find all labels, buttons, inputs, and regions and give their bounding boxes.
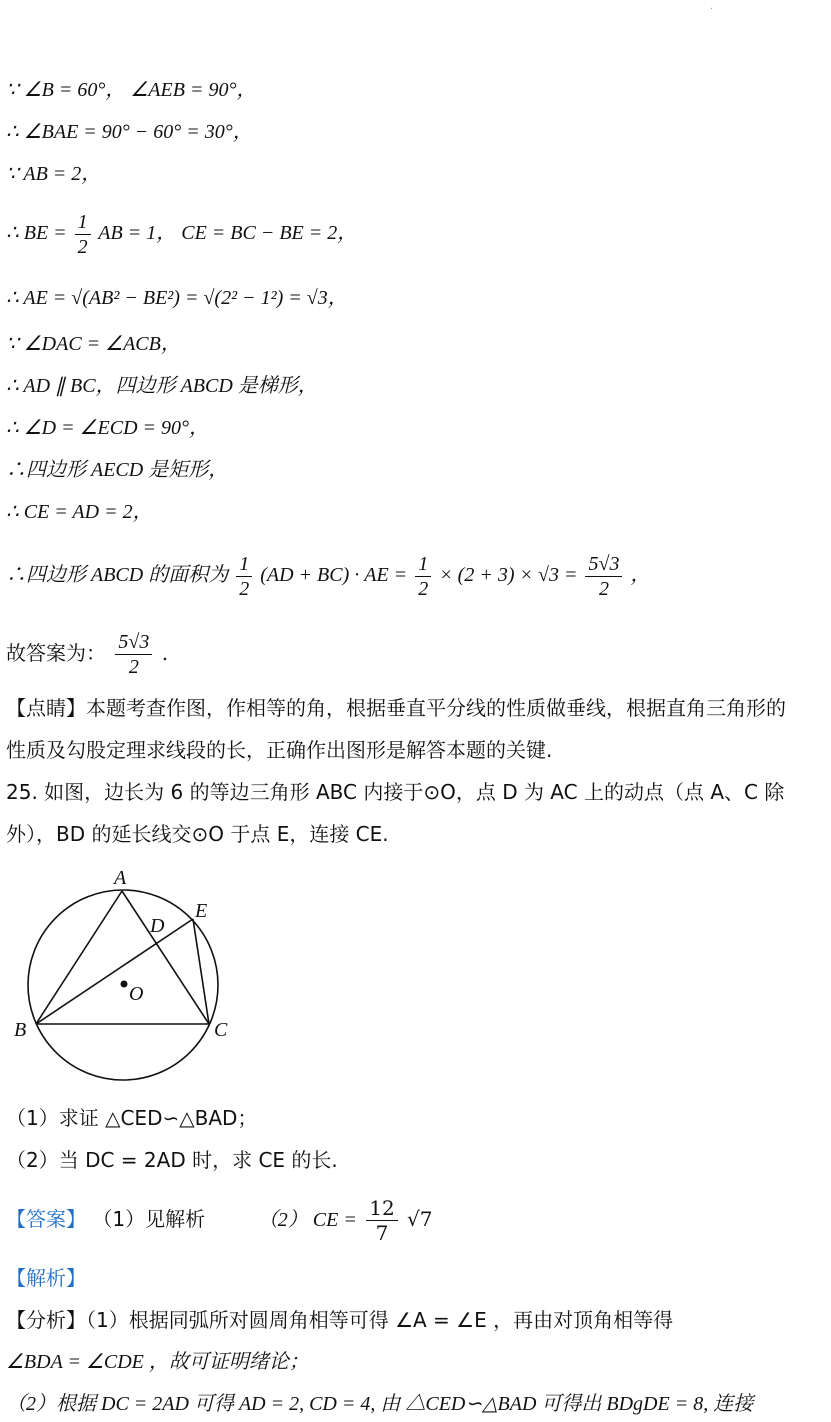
segment-be <box>36 919 193 1024</box>
step-line-3: ∵ AB = 2， <box>6 163 102 185</box>
label-o: O <box>129 983 144 1005</box>
dianjing-line-1: 【点睛】本题考查作图，作相等的角，根据垂直平分线的性质做垂线，根据直角三角形的 <box>6 696 786 720</box>
fraction-denominator: 2 <box>239 578 250 600</box>
fraction-area-result <box>585 552 622 601</box>
step-line-6: ∵ ∠DAC = ∠ACB， <box>6 333 181 355</box>
label-b: B <box>14 1019 27 1041</box>
area-line-mid: (AD + BC) · AE = <box>260 564 408 587</box>
fraction-answer <box>115 630 152 679</box>
question-1: （1）求证 △CED∽△BAD； <box>6 1106 258 1130</box>
area-line-mid2: × (2 + 3) × √3 = <box>439 564 578 587</box>
step-line-4-end: AB = 1， CE = BC − BE = 2， <box>98 222 358 245</box>
answer-part-1: （1）见解析 <box>92 1207 206 1231</box>
fraction-ce <box>366 1196 397 1245</box>
answer-line <box>6 630 168 679</box>
answer-label: 故答案为： <box>6 641 106 665</box>
fraction-denominator: 2 <box>418 578 429 600</box>
step-line-9: ∴四边形 AECD 是矩形， <box>6 459 229 481</box>
answer-part-2-end: √7 <box>407 1207 433 1231</box>
answer-summary <box>6 1196 433 1245</box>
step-line-5: ∴ AE = √(AB² − BE²) = √(2² − 1²) = √3， <box>6 287 348 309</box>
segment-ce <box>193 919 209 1024</box>
analysis-tag: 【分析】 <box>6 1308 86 1332</box>
fraction-denominator: 7 <box>375 1221 389 1245</box>
analysis-line-2: ∠BDA = ∠CDE ，故可证明绪论； <box>6 1351 309 1373</box>
fraction-numerator: 1 <box>236 552 252 577</box>
fraction-one-half-2 <box>236 552 252 601</box>
corner-mark: · <box>710 4 714 15</box>
step-line-4 <box>6 210 357 259</box>
area-line-start: ∴四边形 ABCD 的面积为 <box>6 564 229 587</box>
step-line-2: ∴ ∠BAE = 90° − 60° = 30°， <box>6 121 253 143</box>
jiexi-heading: 【解析】 <box>6 1266 86 1290</box>
analysis-line-1 <box>6 1306 673 1334</box>
problem-25-line-2: 外），BD 的延长线交⊙O 于点 E，连接 CE. <box>6 822 389 846</box>
fraction-one-half-3 <box>415 552 431 601</box>
area-line-end: ， <box>630 564 651 587</box>
segment-ab <box>36 891 122 1024</box>
analysis-text-1: （1）根据同弧所对圆周角相等可得 ∠A = ∠E ，再由对顶角相等得 <box>86 1308 674 1332</box>
answer-tag: 【答案】 <box>6 1207 86 1231</box>
geometry-figure <box>8 862 248 1092</box>
label-c: C <box>214 1019 228 1041</box>
fraction-numerator: 1 <box>75 210 91 235</box>
area-line <box>6 552 650 601</box>
step-line-7: ∴ AD ∥ BC，四边形 ABCD 是梯形， <box>6 375 318 397</box>
fraction-numerator: 5√3 <box>115 630 152 655</box>
fraction-one-half <box>75 210 91 259</box>
fraction-denominator: 2 <box>77 236 88 258</box>
problem-25-line-1: 25. 如图，边长为 6 的等边三角形 ABC 内接于⊙O，点 D 为 AC 上的动点（点 A、C 除 <box>6 780 785 804</box>
label-e: E <box>195 900 208 922</box>
answer-part-2-start: （2） CE = <box>257 1209 357 1231</box>
fraction-numerator: 1 <box>415 552 431 577</box>
fraction-numerator: 5√3 <box>585 552 622 577</box>
label-d: D <box>150 915 165 937</box>
step-line-10: ∴ CE = AD = 2， <box>6 501 153 523</box>
dianjing-line-2: 性质及勾股定理求线段的长，正确作出图形是解答本题的关键. <box>6 738 553 762</box>
fraction-numerator: 12 <box>366 1196 397 1221</box>
step-line-4-start: ∴ BE = <box>6 222 67 245</box>
analysis-line-3: （2）根据 DC = 2AD 可得 AD = 2, CD = 4, 由 △CED∽△BAD 可得出 BDgDE = 8, 连接 <box>6 1393 754 1415</box>
center-dot <box>121 981 128 988</box>
answer-period: . <box>161 641 169 665</box>
question-2: （2）当 DC = 2AD 时，求 CE 的长. <box>6 1148 338 1172</box>
step-line-1: ∵ ∠B = 60°， ∠AEB = 90°， <box>6 79 257 101</box>
fraction-denominator: 2 <box>598 578 609 600</box>
step-line-8: ∴ ∠D = ∠ECD = 90°， <box>6 417 210 439</box>
label-a: A <box>114 867 127 889</box>
fraction-denominator: 2 <box>128 656 139 678</box>
